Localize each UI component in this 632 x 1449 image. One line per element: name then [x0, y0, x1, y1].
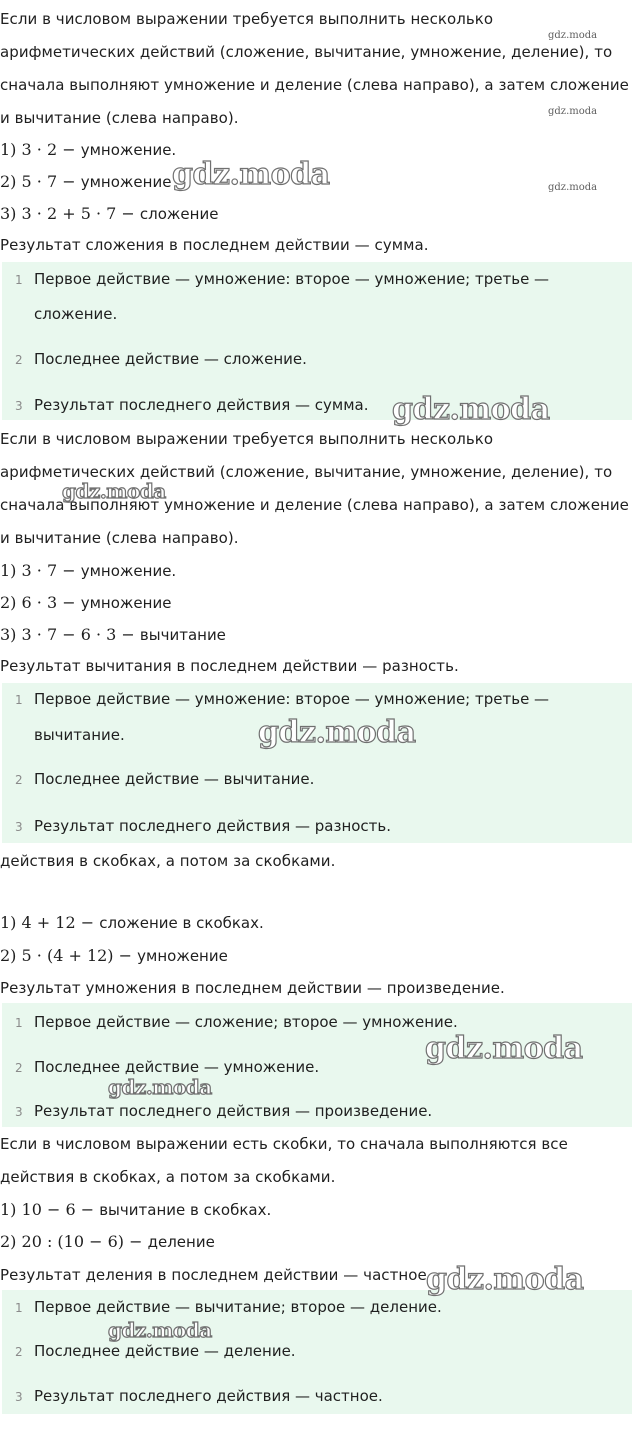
step-label: сложение: [139, 205, 219, 223]
answer-item: Результат последнего действия — разность.: [34, 817, 392, 835]
step-label: умножение.: [80, 562, 177, 580]
result-line: Результат деления в последнем действии — частное.: [0, 1266, 432, 1284]
math-step: [0, 625, 226, 644]
item-number: 2: [15, 1345, 23, 1359]
watermark: gdz.moda: [548, 182, 598, 193]
step-label: сложение в скобках.: [99, 914, 264, 932]
answer-item: Последнее действие — вычитание.: [34, 770, 315, 788]
watermark: gdz.moda: [62, 479, 166, 503]
answer-item: Первое действие — сложение; второе — умножение.: [34, 1013, 458, 1031]
item-number: 1: [15, 693, 23, 707]
item-number: 3: [15, 1390, 23, 1404]
item-number: 2: [15, 353, 23, 367]
answer-item: Первое действие — вычитание; второе — деление.: [34, 1298, 442, 1316]
intro-line: Если в числовом выражении есть скобки, то сначала выполняются все: [0, 1135, 568, 1153]
math-expression: 1) 10 − 6 −: [0, 1200, 95, 1219]
intro-line: и вычитание (слева направо).: [0, 109, 239, 127]
intro-line: сначала выполняют умножение и деление (слева направо), а затем сложение: [0, 496, 629, 514]
math-step: [0, 1200, 271, 1219]
answer-item: сложение.: [34, 305, 118, 323]
watermark: gdz.moda: [392, 392, 550, 427]
item-number: 3: [15, 399, 23, 413]
math-step: [0, 946, 228, 965]
result-line: Результат сложения в последнем действии — сумма.: [0, 236, 429, 254]
step-label: деление: [147, 1233, 215, 1251]
math-expression: 2) 5 · 7 −: [0, 172, 76, 191]
intro-line: сначала выполняют умножение и деление (слева направо), а затем сложение: [0, 76, 629, 94]
math-expression: 2) 6 · 3 −: [0, 593, 76, 612]
answer-item: Результат последнего действия — произведение.: [34, 1102, 433, 1120]
item-number: 3: [15, 1105, 23, 1119]
step-label: умножение: [137, 947, 228, 965]
math-step: [0, 204, 218, 223]
answer-item: вычитание.: [34, 726, 125, 744]
answer-item: Последнее действие — умножение.: [34, 1058, 320, 1076]
watermark: gdz.moda: [425, 1031, 583, 1066]
intro-line: арифметических действий (сложение, вычитание, умножение, деление), то: [0, 463, 613, 481]
watermark: gdz.moda: [548, 106, 598, 117]
item-number: 1: [15, 273, 23, 287]
intro-line: действия в скобках, а потом за скобками.: [0, 1168, 336, 1186]
result-line: Результат вычитания в последнем действии — разность.: [0, 657, 459, 675]
math-expression: 1) 3 · 7 −: [0, 561, 76, 580]
math-step: [0, 140, 176, 159]
math-expression: 3) 3 · 2 + 5 · 7 −: [0, 204, 135, 223]
item-number: 1: [15, 1016, 23, 1030]
watermark: gdz.moda: [548, 30, 598, 41]
item-number: 3: [15, 820, 23, 834]
answer-item: Первое действие — умножение: второе — умножение; третье —: [34, 690, 550, 708]
step-label: вычитание: [139, 626, 226, 644]
step-label: умножение: [80, 594, 172, 612]
answer-item: Результат последнего действия — сумма.: [34, 396, 369, 414]
intro-line: Если в числовом выражении требуется выполнить несколько: [0, 10, 494, 28]
math-step: [0, 1232, 215, 1251]
answer-item: Последнее действие — деление.: [34, 1342, 296, 1360]
math-expression: 1) 4 + 12 −: [0, 913, 95, 932]
step-label: умножение: [80, 173, 172, 191]
item-number: 2: [15, 773, 23, 787]
math-expression: 2) 20 : (10 − 6) −: [0, 1232, 143, 1251]
math-step: [0, 593, 171, 612]
math-step: [0, 172, 171, 191]
math-expression: 2) 5 · (4 + 12) −: [0, 946, 133, 965]
step-label: вычитание в скобках.: [99, 1201, 272, 1219]
math-expression: 1) 3 · 2 −: [0, 140, 76, 159]
watermark: gdz.moda: [108, 1318, 212, 1342]
watermark: gdz.moda: [108, 1075, 212, 1099]
watermark: gdz.moda: [172, 157, 330, 192]
answer-item: Последнее действие — сложение.: [34, 350, 307, 368]
answer-item: Результат последнего действия — частное.: [34, 1387, 383, 1405]
intro-line: и вычитание (слева направо).: [0, 529, 239, 547]
answer-item: Первое действие — умножение: второе — умножение; третье —: [34, 270, 550, 288]
intro-line: действия в скобках, а потом за скобками.: [0, 852, 336, 870]
item-number: 2: [15, 1061, 23, 1075]
watermark: gdz.moda: [258, 715, 416, 750]
math-step: [0, 913, 264, 932]
intro-line: арифметических действий (сложение, вычитание, умножение, деление), то: [0, 43, 613, 61]
math-step: [0, 561, 176, 580]
item-number: 1: [15, 1301, 23, 1315]
intro-line: Если в числовом выражении требуется выполнить несколько: [0, 430, 494, 448]
result-line: Результат умножения в последнем действии — произведение.: [0, 979, 505, 997]
step-label: умножение.: [80, 141, 177, 159]
watermark: gdz.moda: [426, 1262, 584, 1297]
math-expression: 3) 3 · 7 − 6 · 3 −: [0, 625, 135, 644]
